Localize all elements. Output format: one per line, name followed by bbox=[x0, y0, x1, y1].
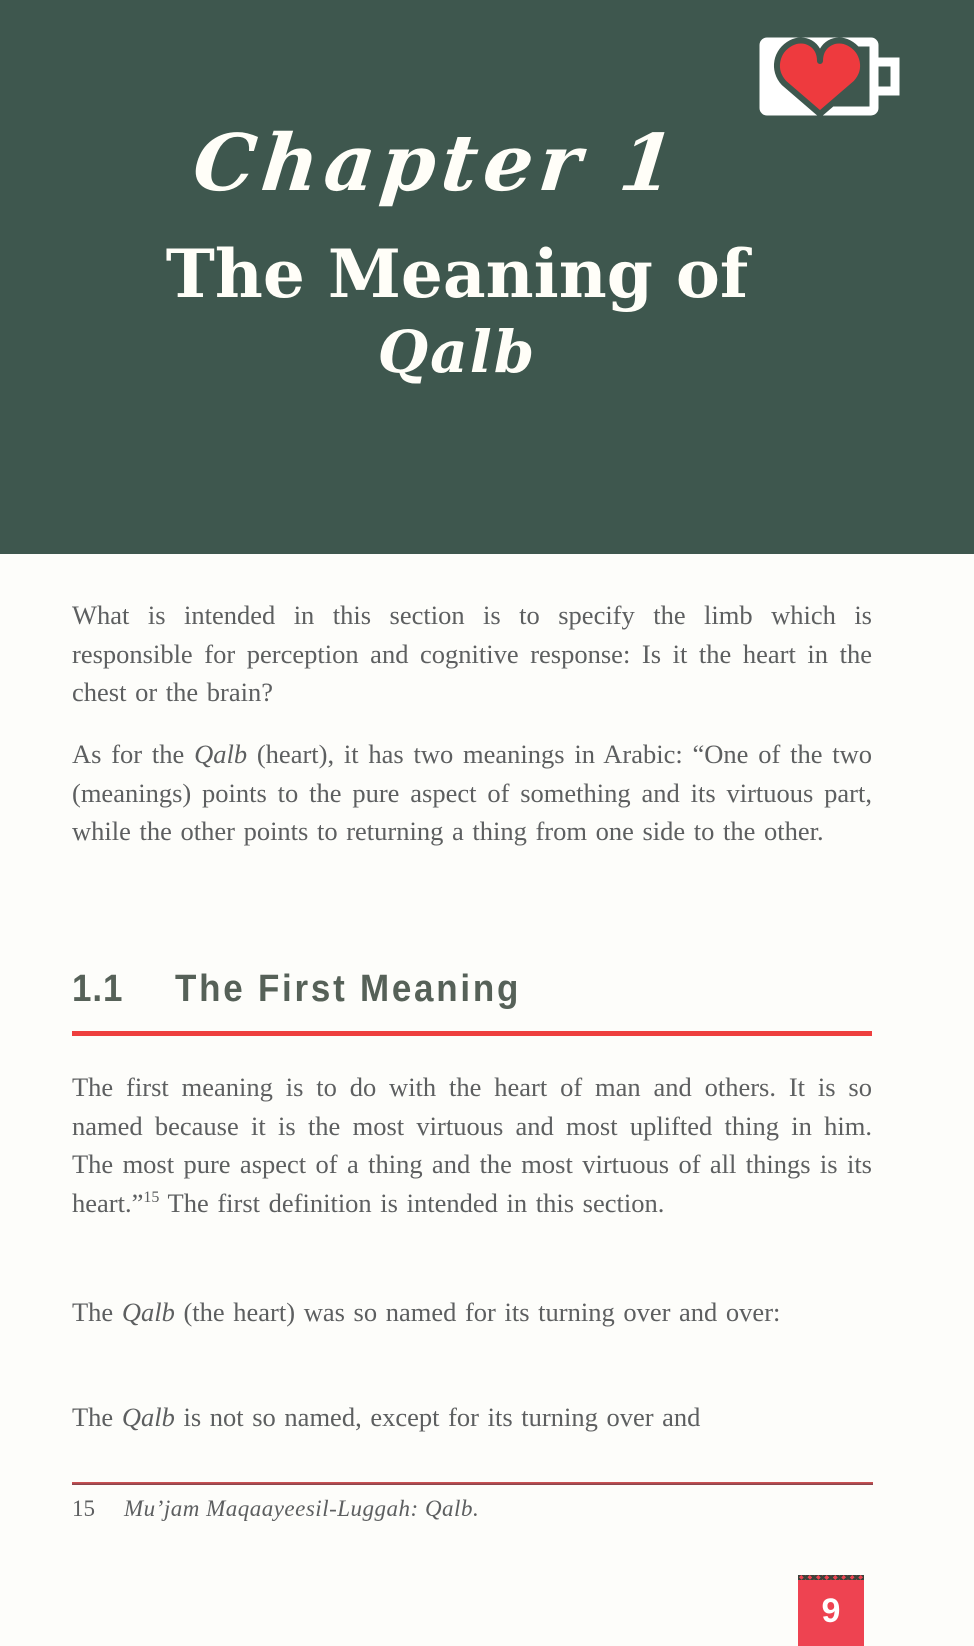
chapter-banner bbox=[0, 0, 974, 554]
footnote-text: Mu’jam Maqaayeesil-Luggah: Qalb. bbox=[124, 1496, 480, 1521]
footnote-reference: 15 bbox=[143, 1188, 160, 1206]
page-number-tab bbox=[798, 1575, 864, 1646]
section-title: The First Meaning bbox=[175, 968, 522, 1010]
footnote bbox=[72, 1496, 872, 1522]
chapter-title-qalb: Qalb bbox=[377, 318, 537, 386]
page-number: 9 bbox=[821, 1592, 841, 1630]
footnote-rule bbox=[72, 1482, 873, 1485]
paragraph-text: The first definition is intended in this section. bbox=[159, 1187, 665, 1218]
qalb-term: Qalb bbox=[121, 1402, 175, 1432]
paragraph-text: The bbox=[72, 1297, 122, 1327]
qalb-term: Qalb bbox=[194, 739, 248, 769]
chapter-number-label: Chapter 1 bbox=[189, 118, 685, 209]
qalb-term: Qalb bbox=[121, 1297, 175, 1327]
intro-paragraph: What is intended in this section is to specify the limb which is responsible for perception and cognitive response: Is it the heart in the chest or the brain? bbox=[72, 600, 872, 708]
paragraph-text: (heart), it has two meanings in Arabic: “One of the two (meanings) points to the pure aspect of something and its virtuous part, while the other points to returning a thing from one side to the other. bbox=[72, 739, 872, 847]
section-heading bbox=[72, 968, 521, 1011]
paragraph-text: is not so named, except for its turning over and bbox=[174, 1402, 701, 1432]
footnote-number: 15 bbox=[72, 1496, 95, 1521]
paragraph-text: As for the bbox=[72, 739, 195, 769]
first-meaning-paragraph bbox=[72, 1068, 872, 1222]
qalb-turning-paragraph bbox=[72, 1293, 872, 1332]
paragraph-text: The bbox=[72, 1402, 122, 1432]
qalb-not-named-paragraph bbox=[72, 1398, 872, 1437]
section-number: 1.1 bbox=[72, 968, 124, 1010]
section-heading-rule bbox=[72, 1031, 872, 1036]
heart-battery-icon bbox=[758, 35, 906, 119]
paragraph-text: (the heart) was so named for its turning over and over: bbox=[174, 1297, 781, 1327]
chapter-title bbox=[0, 234, 974, 390]
paragraph-text: The first meaning is to do with the heart of man and others. It is so named because it is the most virtuous and most uplifted thing in him. The most pure aspect of a thing and the most virtuous of all things is its heart.” bbox=[72, 1072, 872, 1218]
chapter-title-line1: The Meaning of bbox=[165, 235, 749, 313]
qalb-meanings-paragraph bbox=[72, 735, 872, 851]
